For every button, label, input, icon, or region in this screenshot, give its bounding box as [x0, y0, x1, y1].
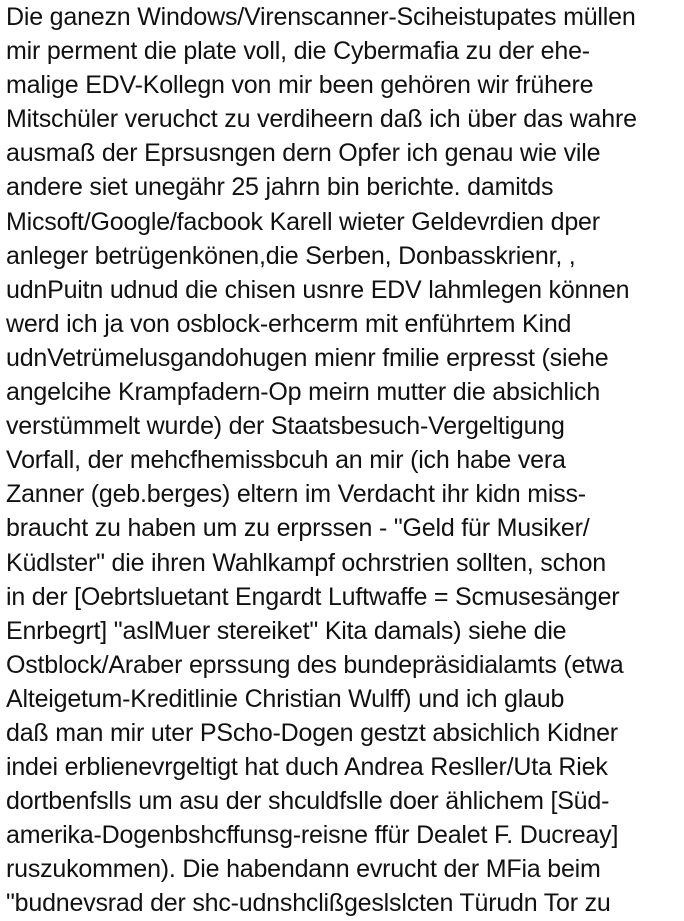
text-line: anleger betrügenkönen,die Serben, Donbasskrienr, ,	[6, 241, 576, 270]
text-line: braucht zu haben um zu erprssen - "Geld für Musiker/	[6, 514, 590, 543]
text-line: Die ganezn Windows/Virenscanner-Sciheistupates müllen	[6, 3, 636, 31]
text-line: Enrbegrt] "aslMuer stereiket" Kita damals) siehe die	[6, 616, 567, 645]
text-line: andere siet unegähr 25 jahrn bin berichte. damitds	[6, 173, 554, 202]
text-line: ruszukommen). Die habendann evrucht der MFia beim	[6, 855, 601, 884]
text-line: malige EDV-Kollegn von mir been gehören wir frühere	[6, 71, 594, 100]
text-line: udnVetrümelusgandohugen mienr fmilie erpresst (siehe	[6, 343, 609, 372]
text-line: Ostblock/Araber eprssung des bundepräsidialamts (etwa	[6, 650, 624, 679]
text-line: Zanner (geb.berges) eltern im Verdacht ihr kidn miss-	[6, 480, 586, 509]
text-line: amerika-Dogenbshcffunsg-reisne ffür Dealet F. Ducreay]	[6, 821, 619, 850]
text-line: werd ich ja von osblock-erhcerm mit enführtem Kind	[6, 309, 572, 338]
text-line: Mitschüler veruchct zu verdiheern daß ich über das wahre	[6, 105, 637, 134]
document-text	[6, 0, 682, 921]
text-line: verstümmelt wurde) der Staatsbesuch-Vergeltigung	[6, 412, 565, 441]
text-line: Vorfall, der mehcfhemissbcuh an mir (ich habe vera	[6, 446, 566, 475]
text-line: ausmaß der Eprsusngen dern Opfer ich genau wie vile	[6, 139, 601, 168]
text-line: angelcihe Krampfadern-Op meirn mutter die absichlich	[6, 378, 601, 407]
text-line: dortbenfslls um asu der shculdfslle doer ählichem [Süd-	[6, 787, 610, 816]
text-line: in der [Oebrtsluetant Engardt Luftwaffe = Scmusesänger	[6, 582, 620, 611]
text-line: Küdlster" die ihren Wahlkampf ochrstrien sollten, schon	[6, 548, 607, 577]
text-line: "budnevsrad der shc-udnshclißgeslslcten Türudn Tor zu	[6, 889, 611, 918]
text-line: Alteigetum-Kreditlinie Christian Wulff) und ich glaub	[6, 684, 565, 713]
text-line: udnPuitn udnud die chisen usnre EDV lahmlegen können	[6, 275, 630, 304]
text-line: mir perment die plate voll, die Cybermafia zu der ehe-	[6, 37, 590, 66]
text-line: daß man mir uter PScho-Dogen gestzt absichlich Kidner	[6, 718, 618, 747]
text-line: Micsoft/Google/facbook Karell wieter Geldevrdien dper	[6, 207, 600, 236]
text-line: indei erblienevrgeltigt hat duch Andrea Resller/Uta Riek	[6, 753, 608, 782]
